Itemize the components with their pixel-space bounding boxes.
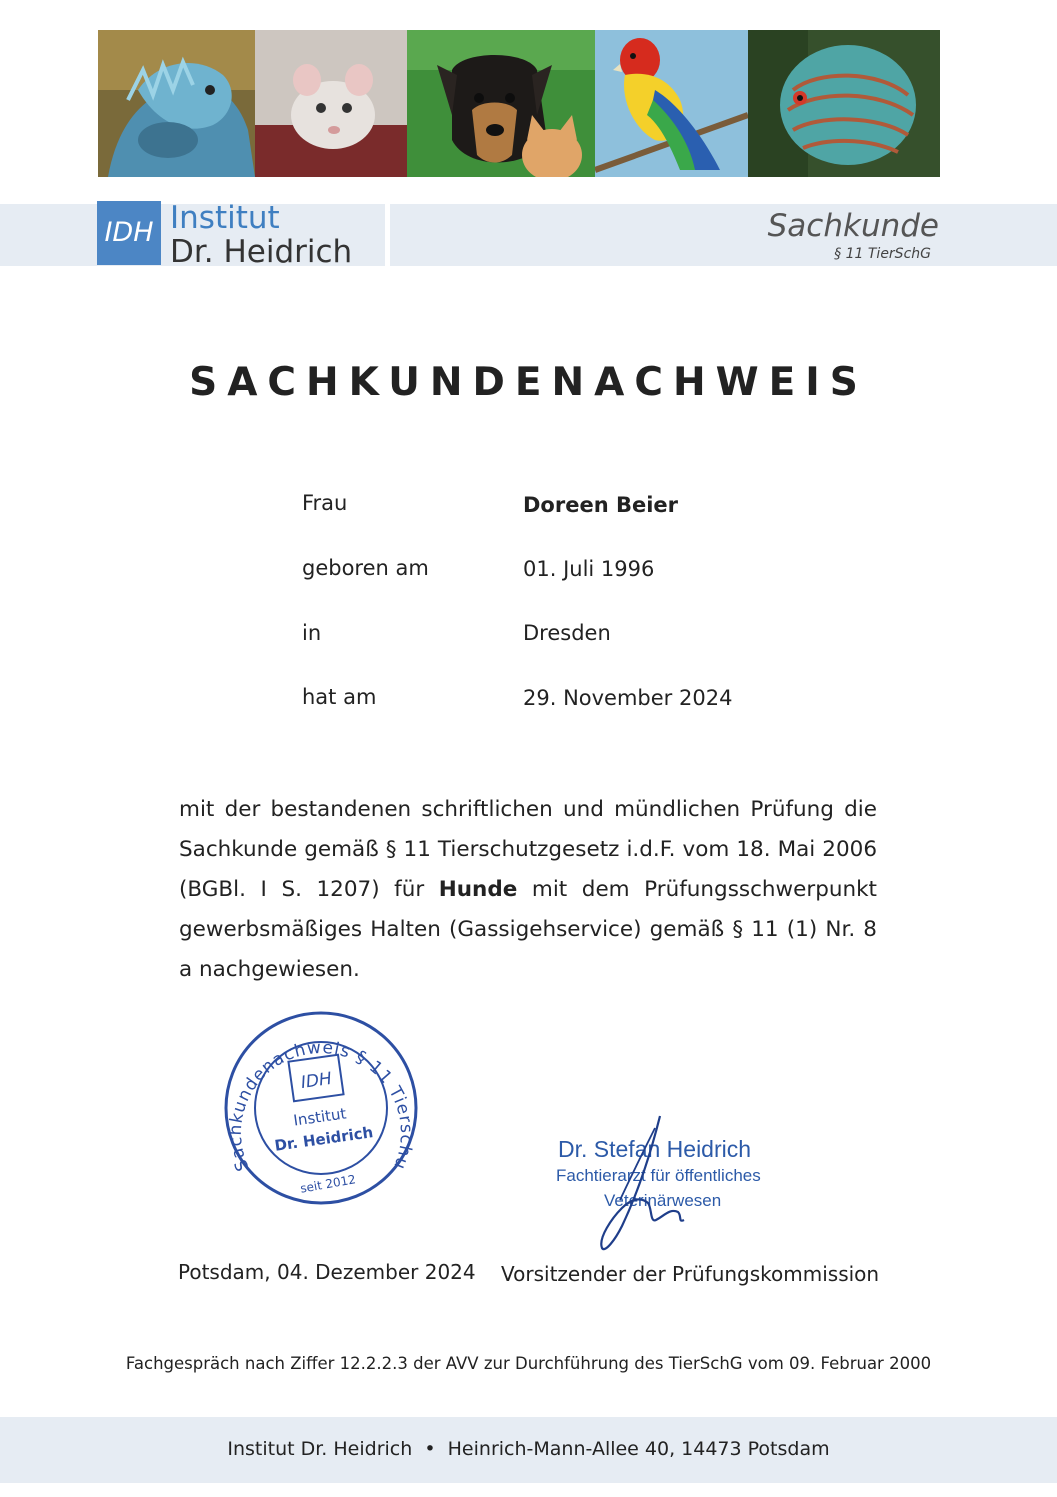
stamp-line1: Institut <box>292 1104 348 1130</box>
iguana-photo <box>98 30 255 177</box>
signatory-title-line1: Fachtierarzt für öffentliches <box>556 1166 761 1185</box>
parrot-photo <box>595 30 748 177</box>
stamp-ring-text: Sachkundenachweis § 11 Tierschu <box>225 1037 417 1174</box>
place-and-date: Potsdam, 04. Dezember 2024 <box>178 1260 476 1284</box>
sachkunde-badge-subtitle: § 11 TierSchG <box>834 246 931 262</box>
idh-logo-mark: IDH <box>97 201 161 265</box>
field-value-birthplace: Dresden <box>523 621 611 645</box>
field-value-name: Doreen Beier <box>523 493 679 517</box>
signatory-role: Vorsitzender der Prüfungskommission <box>501 1262 880 1286</box>
legal-footnote: Fachgespräch nach Ziffer 12.2.2.3 der AVV zur Durchführung des TierSchG vom 09. Februar 2000 <box>125 1354 932 1373</box>
body-text-emphasis: Hunde <box>438 877 518 902</box>
official-stamp <box>218 1010 424 1206</box>
field-label-birthdate: geboren am <box>302 556 429 580</box>
sachkunde-badge-title: Sachkunde <box>767 208 939 244</box>
handwritten-signature <box>560 1108 730 1258</box>
body-text-part2: mit dem Prüfungsschwerpunkt gewerbsmäßiges Halten (Gassigehservice) gemäß § 11 (1) Nr. 8 a nachgewiesen. <box>179 877 877 982</box>
stamp-mark: IDH <box>299 1068 334 1094</box>
signatory-title-line2: Veterinärwesen <box>604 1191 722 1210</box>
field-label-exam-date: hat am <box>302 685 377 709</box>
svg-text:Sachkundenachweis § 11 Tiersch <box>218 1010 416 1174</box>
header-band-right <box>390 204 1057 266</box>
field-value-exam-date: 29. November 2024 <box>523 686 733 710</box>
field-value-birthdate: 01. Juli 1996 <box>523 557 655 581</box>
signatory-name: Dr. Stefan Heidrich <box>558 1136 752 1162</box>
body-text-part1: mit der bestandenen schriftlichen und mündlichen Prüfung die Sachkunde gemäß § 11 Tierschutzgesetz i.d.F. vom 18. Mai 2006 (BGBl. I S. 1207) für <box>179 797 877 902</box>
dog-and-kitten-photo <box>407 30 595 177</box>
discus-fish-photo <box>748 30 940 177</box>
logo-institut-text: Institut <box>170 200 280 236</box>
stamp-line2: Dr. Heidrich <box>273 1123 375 1155</box>
certificate-body-text <box>179 790 877 990</box>
field-label-salutation: Frau <box>302 491 348 515</box>
stamp-since: seit 2012 <box>299 1172 357 1196</box>
field-label-birthplace: in <box>302 621 322 645</box>
rat-photo <box>255 30 407 177</box>
header-photo-strip <box>98 30 940 177</box>
logo-name-text: Dr. Heidrich <box>170 234 353 270</box>
footer-address: Institut Dr. Heidrich • Heinrich-Mann-Allee 40, 14473 Potsdam <box>227 1438 830 1460</box>
document-title: SACHKUNDENACHWEIS <box>189 360 868 405</box>
